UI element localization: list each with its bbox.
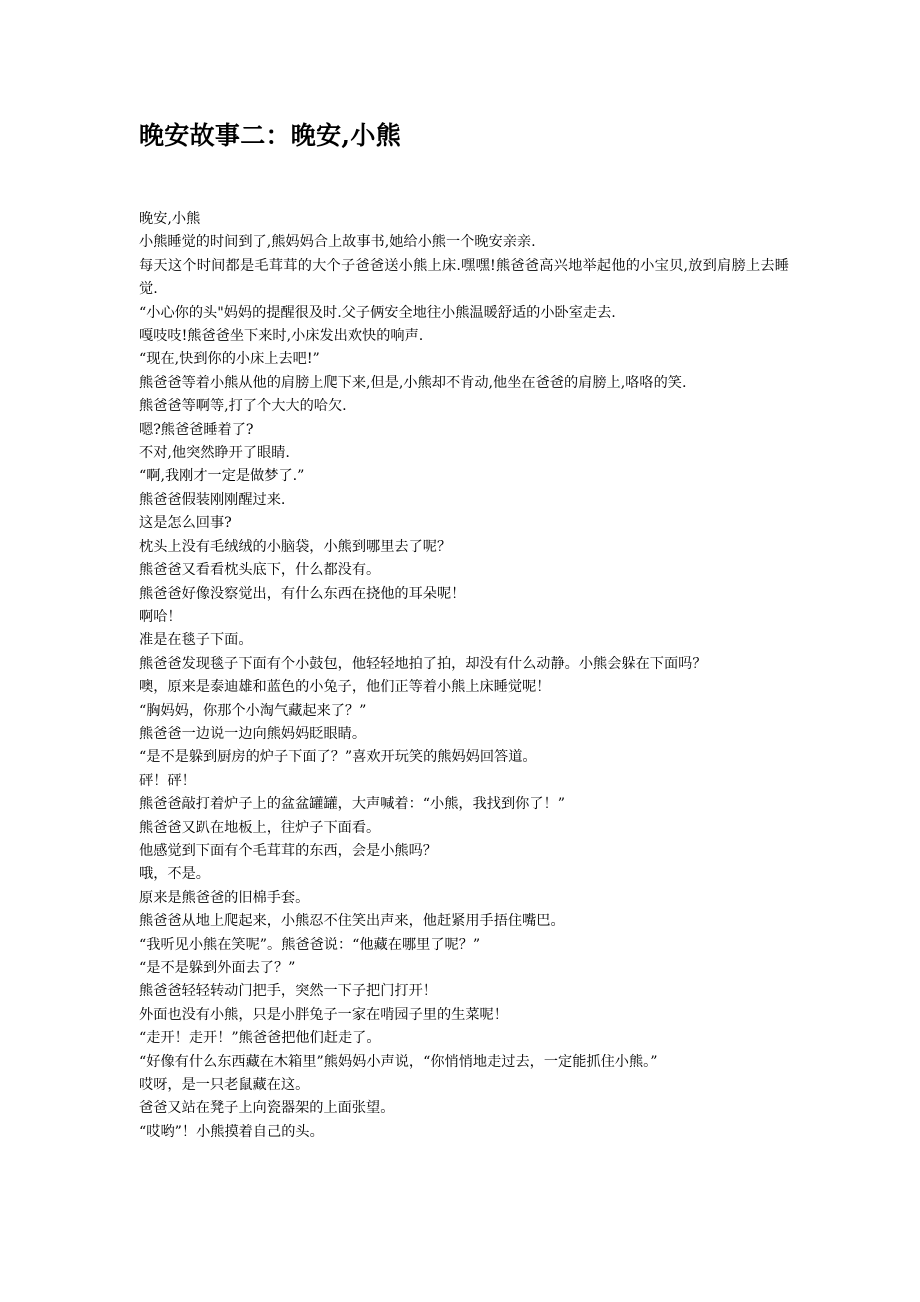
document-title: 晚安故事二：晚安,小熊	[139, 121, 402, 150]
body-paragraph: 啊哈！	[139, 608, 182, 625]
body-paragraph: “走开！走开！”熊爸爸把他们赶走了。	[139, 1030, 381, 1047]
body-paragraph: 这是怎么回事?	[139, 515, 232, 532]
body-paragraph: 外面也没有小熊，只是小胖兔子一家在啃园子里的生菜呢！	[139, 1006, 508, 1023]
body-paragraph: 熊爸爸一边说一边向熊妈妈眨眼睛。	[139, 725, 367, 742]
body-paragraph: 枕头上没有毛绒绒的小脑袋，小熊到哪里去了呢？	[139, 538, 452, 555]
body-paragraph: “是不是躲到厨房的炉子下面了？”喜欢开玩笑的熊妈妈回答道。	[139, 749, 537, 766]
body-paragraph: “哎哟”！小熊摸着自己的头。	[139, 1123, 324, 1140]
body-paragraph: “我听见小熊在笑呢”。熊爸爸说：“他藏在哪里了呢？”	[139, 936, 481, 953]
body-paragraph: 砰！砰！	[139, 772, 196, 789]
body-paragraph: 哦，不是。	[139, 866, 210, 883]
body-paragraph: 熊爸爸好像没察觉出，有什么东西在挠他的耳朵呢！	[139, 585, 466, 602]
body-paragraph: 小熊睡觉的时间到了,熊妈妈合上故事书,她给小熊一个晚安亲亲.	[139, 234, 536, 251]
body-paragraph: 原来是熊爸爸的旧棉手套。	[139, 889, 310, 906]
body-paragraph: 噢，原来是泰迪雄和蓝色的小兔子，他们正等着小熊上床睡觉呢！	[139, 679, 551, 696]
body-paragraph: “小心你的头"妈妈的提醒很及时.父子俩安全地往小熊温暖舒适的小卧室走去.	[139, 304, 616, 321]
body-paragraph: “好像有什么东西藏在木箱里”熊妈妈小声说，“你悄悄地走过去，一定能抓住小熊。”	[139, 1053, 658, 1070]
body-paragraph: 哎呀，是一只老鼠藏在这。	[139, 1077, 310, 1094]
body-paragraph: 熊爸爸敲打着炉子上的盆盆罐罐，大声喊着：“小熊，我找到你了！”	[139, 796, 565, 813]
body-paragraph: 嘎吱吱!熊爸爸坐下来时,小床发出欢快的响声.	[139, 328, 424, 345]
body-paragraph: 熊爸爸等着小熊从他的肩膀上爬下来,但是,小熊却不肯动,他坐在爸爸的肩膀上,咯咯的笑.	[139, 374, 687, 391]
body-paragraph: 嗯?熊爸爸睡着了?	[139, 421, 254, 438]
body-paragraph: 晚安,小熊	[139, 211, 201, 227]
body-paragraph: 每天这个时间都是毛茸茸的大个子爸爸送小熊上床.嘿嘿!熊爸爸高兴地举起他的小宝贝,放到肩膀上去睡觉.	[139, 257, 789, 298]
body-paragraph: 准是在毯子下面。	[139, 632, 253, 649]
body-paragraph: 熊爸爸又看看枕头底下，什么都没有。	[139, 562, 381, 579]
body-paragraph: 熊爸爸又趴在地板上，往炉子下面看。	[139, 819, 381, 836]
body-paragraph: 熊爸爸假装刚刚醒过来.	[139, 491, 286, 508]
body-paragraph: “胸妈妈，你那个小淘气藏起来了？”	[139, 702, 367, 719]
body-paragraph: 熊爸爸发现毯子下面有个小鼓包，他轻轻地拍了拍，却没有什么动静。小熊会躲在下面吗？	[139, 655, 707, 672]
body-paragraph: 他感觉到下面有个毛茸茸的东西，会是小熊吗？	[139, 842, 437, 859]
body-paragraph: 不对,他突然睁开了眼睛.	[139, 445, 290, 462]
body-paragraph: “是不是躲到外面去了？”	[139, 960, 296, 976]
body-paragraph: 爸爸又站在凳子上向瓷器架的上面张望。	[139, 1100, 395, 1117]
document-body	[139, 208, 789, 1144]
body-paragraph: 熊爸爸等啊等,打了个大大的哈欠.	[139, 398, 347, 415]
body-paragraph: 熊爸爸从地上爬起来，小熊忍不住笑出声来，他赶紧用手捂住嘴巴。	[139, 913, 565, 930]
body-paragraph: “现在,快到你的小床上去吧!”	[139, 351, 320, 368]
body-paragraph: “啊,我刚才一定是做梦了.”	[139, 468, 305, 485]
body-paragraph: 熊爸爸轻轻转动门把手，突然一下子把门打开！	[139, 983, 437, 1000]
